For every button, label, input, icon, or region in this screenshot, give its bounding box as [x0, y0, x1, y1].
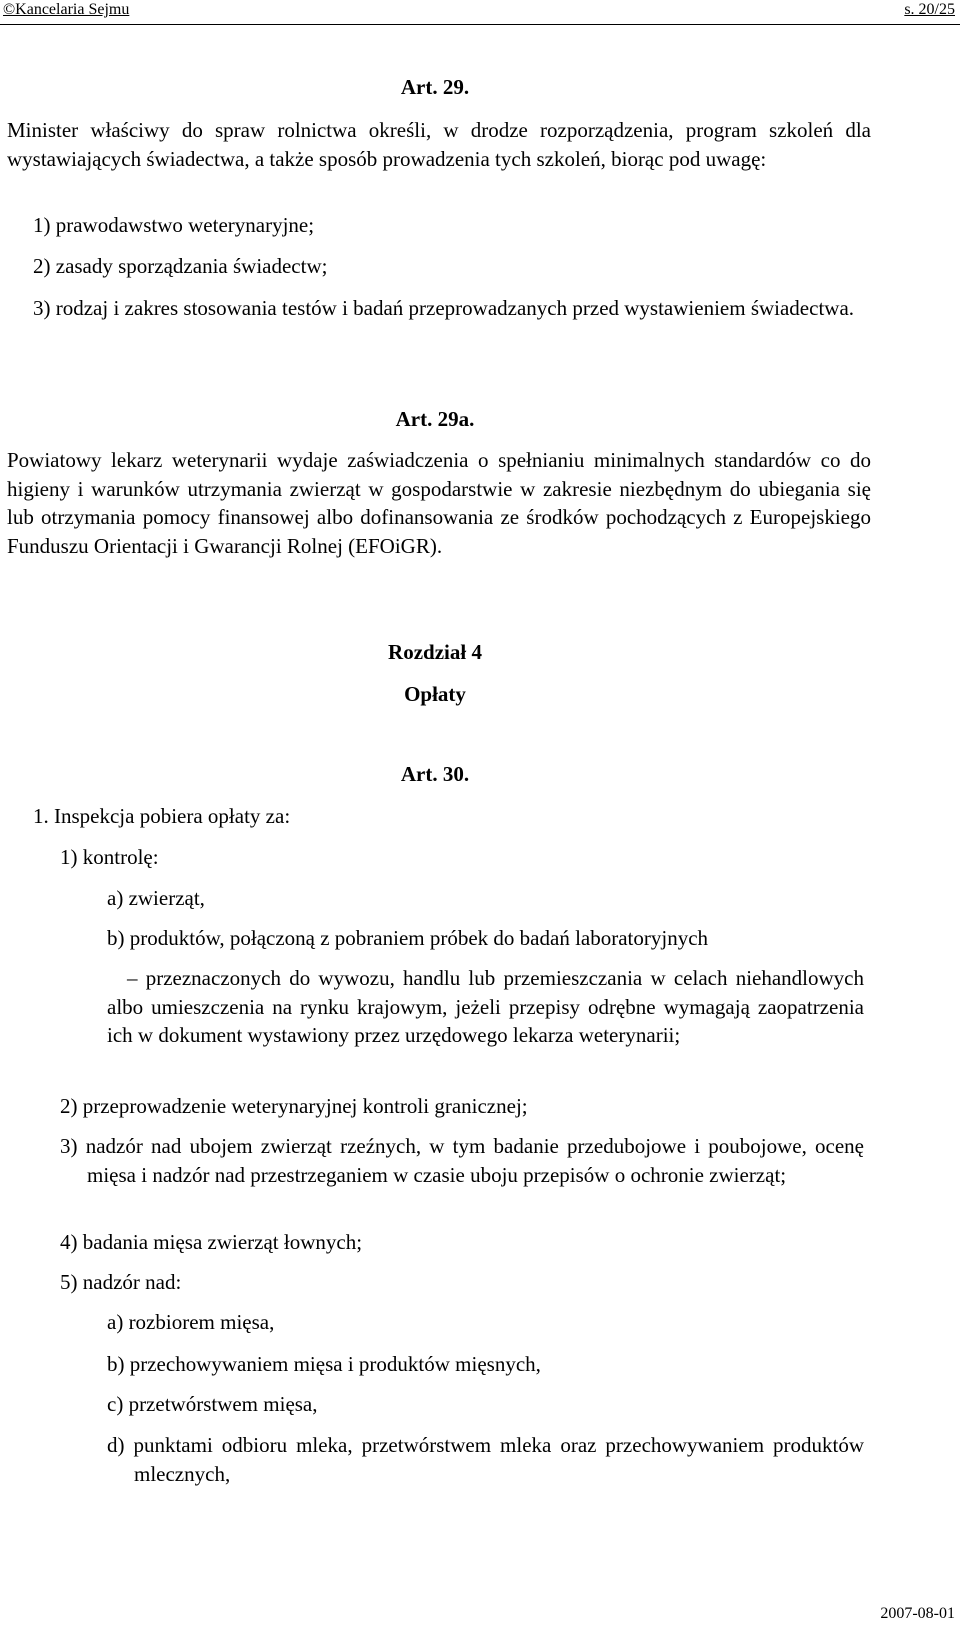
art29-intro: Minister właściwy do spraw rolnictwa określi, w drodze rozporządzenia, program szkoleń dla wystawiających świadectwa, a także sposób prowadzenia tych szkoleń, biorąc pod uwagę:: [7, 118, 871, 171]
article-heading-29a: Art. 29a.: [395, 407, 475, 431]
art29a-text: Powiatowy lekarz weterynarii wydaje zaświadczenia o spełnianiu minimalnych standardów co do higieny i warunków utrzymania zwierząt w gospodarstwie w zakresie niezbędnym do ubiegania się lub otrzymania pomocy finansowej albo dofinansowania ze środków pochodzących z Europejskiego Funduszu Orientacji i Gwarancji Rolnej (EFOiGR).: [7, 448, 871, 558]
publisher-link[interactable]: ©Kancelaria Sejmu: [3, 1, 130, 18]
art30-item-5: 5) nadzór nad:: [60, 1270, 182, 1294]
art30-paragraph-1: 1. Inspekcja pobiera opłaty za:: [33, 804, 291, 828]
art29-item-2: 2) zasady sporządzania świadectw;: [33, 254, 328, 278]
article-heading-29: Art. 29.: [400, 75, 470, 99]
art30-item-5a: a) rozbiorem mięsa,: [107, 1310, 275, 1334]
art29-item-1: 1) prawodawstwo weterynaryjne;: [33, 213, 315, 237]
art30-item-1-dash: – przeznaczonych do wywozu, handlu lub przemieszczania w celach niehandlowych albo umieszczenia na rynku krajowym, jeżeli przepisy odrębne wymagają zaopatrzenia ich w dokument wystawiony przez urzędowego lekarza weterynarii;: [107, 966, 864, 1047]
footer-date: 2007-08-01: [880, 1605, 955, 1622]
art30-item-3: 3) nadzór nad ubojem zwierząt rzeźnych, w tym badanie przedubojowe i poubojowe, ocenę mięsa i nadzór nad przestrzeganiem w czasie uboju przepisów o ochronie zwierząt;: [60, 1134, 864, 1187]
art29-item-3: 3) rodzaj i zakres stosowania testów i badań przeprowadzanych przed wystawieniem świadectwa.: [33, 296, 855, 320]
header-divider: [0, 24, 960, 25]
art30-item-5c: c) przetwórstwem mięsa,: [107, 1392, 318, 1416]
chapter-number: Rozdział 4: [388, 640, 482, 664]
art30-item-1b: b) produktów, połączoną z pobraniem próbek do badań laboratoryjnych: [107, 926, 709, 950]
art30-item-2: 2) przeprowadzenie weterynaryjnej kontroli granicznej;: [60, 1094, 528, 1118]
chapter-title: Opłaty: [404, 682, 466, 706]
art30-item-5b: b) przechowywaniem mięsa i produktów mięsnych,: [107, 1352, 541, 1376]
art30-item-4: 4) badania mięsa zwierząt łownych;: [60, 1230, 363, 1254]
article-heading-30: Art. 30.: [400, 762, 470, 786]
art30-item-5d: d) punktami odbioru mleka, przetwórstwem mleka oraz przechowywaniem produktów mlecznych,: [107, 1433, 864, 1486]
art30-item-1: 1) kontrolę:: [60, 845, 159, 869]
page-header: [0, 0, 960, 26]
art30-item-1a: a) zwierząt,: [107, 886, 205, 910]
page-number[interactable]: s. 20/25: [904, 1, 955, 18]
